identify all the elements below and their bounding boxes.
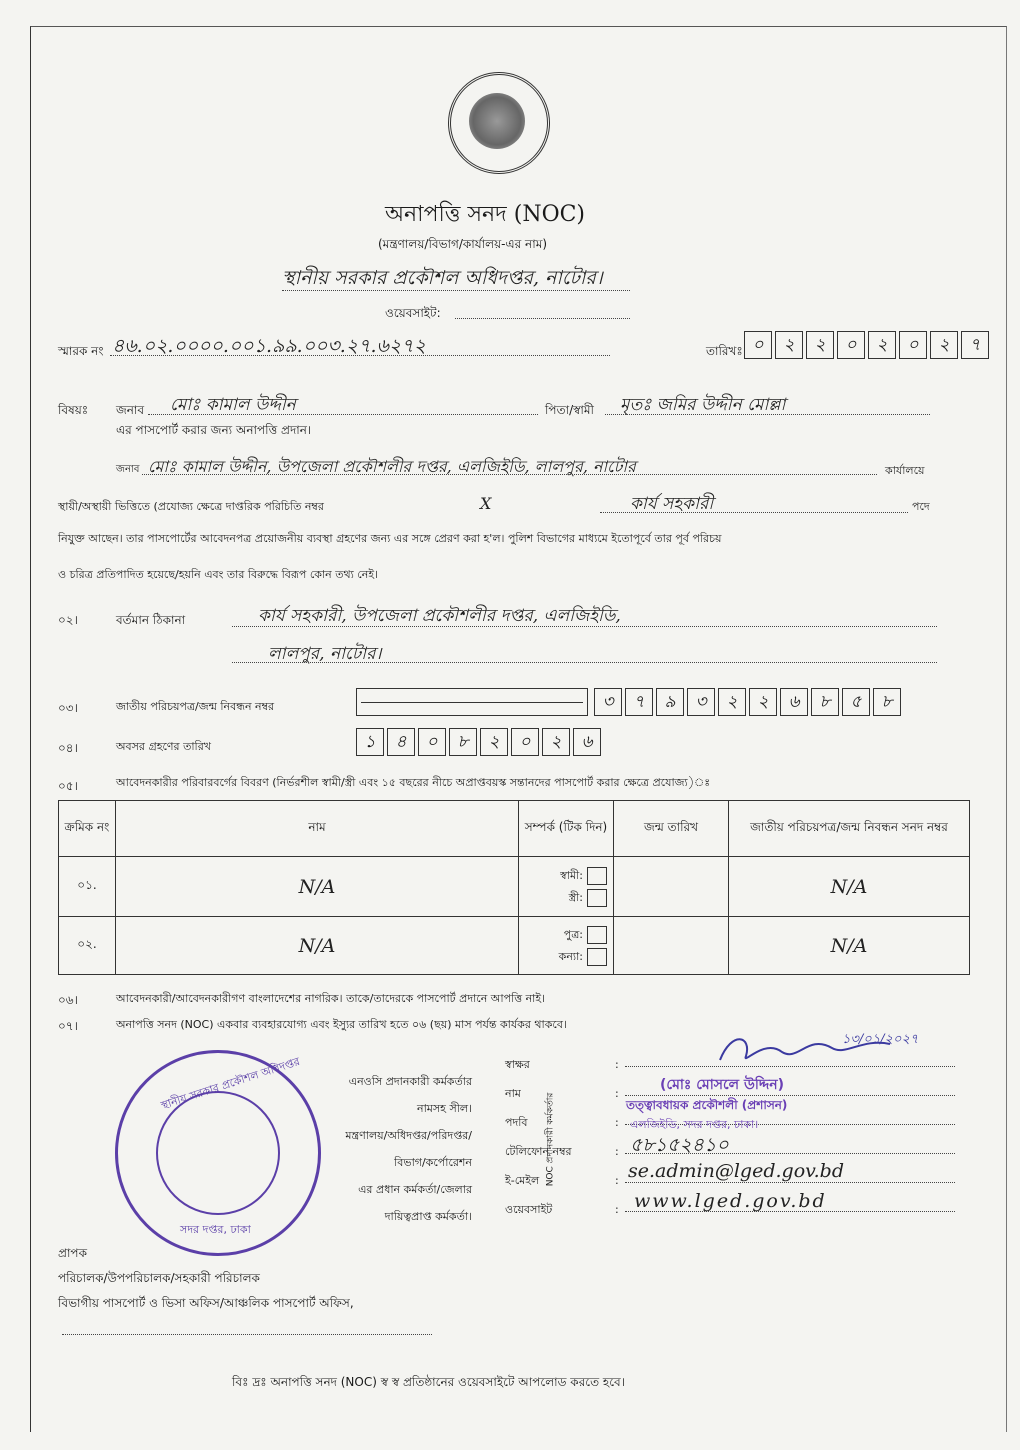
stamp-office: এলজিইডি, সদর দপ্তর, ঢাকা।	[630, 1118, 759, 1131]
ministry-name: স্থানীয় সরকার প্রকৌশল অধিদপ্তর, নাটোর।	[282, 267, 603, 289]
website-label: ওয়েবসাইট:	[385, 306, 441, 320]
table-row: ০১. N/A স্বামী: স্ত্রী: N/A	[59, 857, 970, 917]
subject-label: বিষয়ঃ	[58, 403, 89, 417]
permanent-line: স্থায়ী/অস্থায়ী ভিত্তিতে (প্রযোজ্য ক্ষেত্রে দাপ্তরিক পরিচিতি নম্বর	[58, 500, 324, 513]
designation-suffix: পদে	[912, 500, 930, 513]
family-nid: N/A	[830, 875, 868, 898]
issuer-fields: স্বাক্ষর নাম পদবি টেলিফোন নম্বর ই-মেইল ওয়েবসাইট	[505, 1058, 572, 1216]
signature-date: ১৩/০১/২০২৭	[842, 1032, 919, 1047]
item-07-label: অনাপত্তি সনদ (NOC) একবার ব্যবহারযোগ্য এবং ইস্যুর তারিখ হতে ০৬ (ছয়) মাস পর্যন্ত কার্যকর থাকবে।	[116, 1018, 567, 1031]
retirement-date-boxes: ১ ৪ ০ ৮ ২ ০ ২ ৬	[356, 728, 604, 756]
family-name: N/A	[298, 875, 336, 898]
office-suffix: কার্যালয়ে	[885, 464, 925, 477]
website-address: www.lged.gov.bd	[634, 1190, 827, 1212]
item-03-label: জাতীয় পরিচয়পত্র/জন্ম নিবন্ধন নম্বর	[116, 700, 275, 713]
stamp-name: (মোঃ মোসলে উদ্দিন)	[660, 1077, 784, 1093]
phone-number: ৫৮১৫২৪১০	[630, 1134, 729, 1156]
checkbox-daughter[interactable]	[587, 948, 607, 966]
nid-strikethrough-box	[356, 688, 588, 716]
office-text: মোঃ কামাল উদ্দীন, উপজেলা প্রকৌশলীর দপ্তর, এলজিইডি, লালপুর, নাটোর	[148, 457, 636, 476]
subject-janab-label: জনাব	[116, 403, 145, 417]
checkbox-wife[interactable]	[587, 889, 607, 907]
item-02-number: ০২।	[58, 613, 78, 627]
item-07-number: ০৭।	[58, 1019, 78, 1033]
header-dob: জন্ম তারিখ	[614, 801, 729, 857]
subject-line-2: এর পাসপোর্ট করার জন্য অনাপত্তি প্রদান।	[116, 423, 312, 437]
family-nid: N/A	[830, 934, 868, 957]
footer-note: বিঃ দ্রঃ অনাপত্তি সনদ (NOC) স্ব স্ব প্রতিষ্ঠানের ওয়েবসাইটে আপলোড করতে হবে।	[232, 1375, 626, 1389]
applicant-name: মোঃ কামাল উদ্দীন	[170, 395, 296, 415]
header-serial: ক্রমিক নং	[59, 801, 116, 857]
table-row: ০২. N/A পুত্র: কন্যা: N/A	[59, 917, 970, 975]
date-boxes: ০ ২ ২ ০ ২ ০ ২ ৭	[744, 331, 992, 359]
mark-x: X	[480, 494, 492, 513]
body-janab-label: জনাব	[116, 464, 140, 475]
checkbox-son[interactable]	[587, 926, 607, 944]
item-06-label: আবেদনকারী/আবেদনকারীগণ বাংলাদেশের নাগরিক। তাকে/তাদেরকে পাসপোর্ট প্রদানে আপত্তি নাই।	[116, 992, 546, 1005]
item-05-number: ০৫।	[58, 779, 78, 793]
ministry-caption: (মন্ত্রণালয়/বিভাগ/কার্যালয়-এর নাম)	[378, 237, 548, 251]
memo-label: স্মারক নং	[58, 344, 104, 358]
email-address: se.admin@lged.gov.bd	[628, 1160, 844, 1182]
memo-number: ৪৬.০২.০০০০.০০১.৯৯.০০৩.২৭.৬২৭২	[112, 335, 426, 357]
family-details-table	[58, 800, 970, 975]
checkbox-husband[interactable]	[587, 867, 607, 885]
item-05-label: আবেদনকারীর পরিবারবর্গের বিবরণ (নির্ভরশীল স্বামী/স্ত্রী এবং ১৫ বছরের নীচে অপ্রাপ্তবয়স্ক সন্তানদের পাসপোর্ট করার ক্ষেত্রে প্রযোজ্য)ঃ	[116, 776, 711, 789]
recipient-line-2: বিভাগীয় পাসপোর্ট ও ভিসা অফিস/আঞ্চলিক পাসপোর্ট অফিস,	[58, 1296, 354, 1310]
family-name: N/A	[298, 934, 336, 957]
document-title: অনাপত্তি সনদ (NOC)	[385, 202, 586, 227]
item-04-label: অবসর গ্রহণের তারিখ	[116, 740, 211, 753]
stamp-post: তত্ত্বাবধায়ক প্রকৌশলী (প্রশাসন)	[626, 1098, 788, 1112]
father-label: পিতা/স্বামী	[545, 403, 594, 417]
address-line-1: কার্য সহকারী, উপজেলা প্রকৌশলীর দপ্তর, এলজিইডি,	[258, 606, 621, 626]
body-line-3: নিযুক্ত আছেন। তার পাসপোর্টের আবেদনপত্র প্রয়োজনীয় ব্যবস্থা গ্রহণের জন্য এর সঙ্গে প্রেরণ করা হ'ল। পুলিশ বিভাগের মাধ্যমে ইতোপূর্বে তার পূর্ব পরিচয়	[58, 532, 722, 545]
header-nid: জাতীয় পরিচয়পত্র/জন্ম নিবন্ধন সনদ নম্বর	[729, 801, 970, 857]
header-name: নাম	[116, 801, 519, 857]
item-04-number: ০৪।	[58, 741, 78, 755]
date-label: তারিখঃ	[706, 344, 743, 358]
body-line-4: ও চরিত্র প্রতিপাদিত হয়েছে/হয়নি এবং তার বিরুদ্ধে বিরূপ কোন তথ্য নেই।	[58, 568, 378, 581]
designation: কার্য সহকারী	[630, 494, 714, 514]
issuer-caption: এনওসি প্রদানকারী কর্মকর্তার নামসহ সীল। মন্ত্রণালয়/অধিদপ্তর/পরিদপ্তর/ বিভাগ/কর্পোরেশন এর প্রধান কর্মকর্তা/জেলার দায়িত্বপ্রাপ্ত কর্মকর্তা।	[345, 1075, 472, 1223]
recipient-label: প্রাপক	[58, 1246, 87, 1260]
item-06-number: ০৬।	[58, 993, 78, 1007]
nid-boxes: ৩ ৭ ৯ ৩ ২ ২ ৬ ৮ ৫ ৮	[594, 688, 904, 716]
recipient-line-1: পরিচালক/উপপরিচালক/সহকারী পরিচালক	[58, 1271, 260, 1285]
issuer-vertical-label: NOC প্রদানকারী কর্মকর্তার	[545, 1092, 556, 1187]
government-emblem-icon	[448, 72, 550, 174]
item-02-label: বর্তমান ঠিকানা	[116, 613, 186, 627]
item-03-number: ০৩।	[58, 701, 78, 715]
address-line-2: লালপুর, নাটোর।	[268, 644, 382, 664]
header-relation: সম্পর্ক (টিক দিন)	[519, 801, 614, 857]
official-seal: স্থানীয় সরকার প্রকৌশল অধিদপ্তর সদর দপ্তর, ঢাকা	[115, 1050, 321, 1256]
father-name: মৃতঃ জমির উদ্দীন মোল্লা	[620, 395, 786, 415]
